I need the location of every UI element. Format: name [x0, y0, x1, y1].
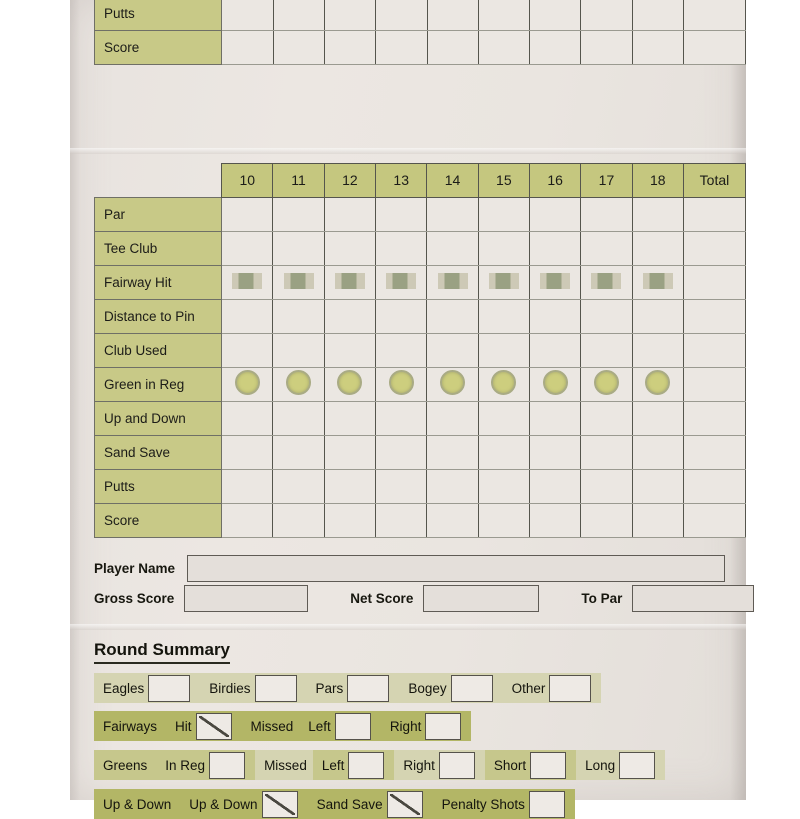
cell-hole[interactable] [273, 265, 324, 299]
summary-item-up-and-down-sand-save [308, 789, 433, 819]
cell-total[interactable] [683, 469, 745, 503]
cell-hole[interactable] [324, 333, 375, 367]
summary-item-greens-right [394, 750, 485, 780]
table-row [95, 265, 746, 299]
summary-item-other [503, 673, 602, 703]
cell-hole[interactable] [324, 503, 375, 537]
header-total: Total [683, 164, 745, 198]
cell-hole[interactable] [427, 31, 478, 65]
cell-hole[interactable] [376, 0, 427, 31]
header-hole-13: 13 [376, 164, 427, 198]
summary-label-missed: Missed [264, 757, 307, 773]
cell-hole[interactable] [222, 299, 273, 333]
row-label-score: Score [95, 503, 222, 537]
table-row [95, 435, 746, 469]
row-label-green-in-reg: Green in Reg [95, 367, 222, 401]
summary-count-box-birdies[interactable] [255, 675, 297, 702]
cell-hole[interactable] [581, 231, 632, 265]
cell-hole[interactable] [325, 31, 376, 65]
cell-hole[interactable] [581, 265, 632, 299]
cell-hole[interactable] [376, 333, 427, 367]
cell-hole[interactable] [376, 435, 427, 469]
summary-box-up-and-down-up-and-down[interactable] [262, 791, 298, 818]
row-label-par: Par [95, 197, 222, 231]
cell-hole[interactable] [632, 265, 683, 299]
cell-total[interactable] [683, 401, 745, 435]
cell-hole[interactable] [529, 299, 580, 333]
cell-hole[interactable] [376, 503, 427, 537]
cell-total[interactable] [683, 333, 745, 367]
summary-recovery-row[interactable] [94, 789, 575, 819]
cell-hole[interactable] [427, 333, 478, 367]
cell-hole[interactable] [478, 299, 529, 333]
green-in-reg-circle-icon [645, 370, 670, 395]
cell-hole[interactable] [632, 367, 683, 401]
cell-hole[interactable] [427, 197, 478, 231]
gross-score-label: Gross Score [94, 591, 175, 606]
cell-hole[interactable] [529, 367, 580, 401]
green-in-reg-circle-icon [389, 370, 414, 395]
player-name-label: Player Name [94, 561, 176, 576]
cell-hole[interactable] [427, 401, 478, 435]
cell-hole[interactable] [529, 401, 580, 435]
cell-hole[interactable] [632, 333, 683, 367]
cell-hole[interactable] [478, 31, 529, 65]
cell-hole[interactable] [581, 31, 632, 65]
summary-item-up-and-down-penalty-shots [433, 789, 575, 819]
cell-hole[interactable] [222, 265, 273, 299]
cell-hole[interactable] [273, 435, 324, 469]
cell-hole[interactable] [632, 231, 683, 265]
cell-hole[interactable] [273, 31, 324, 65]
summary-label-bogey: Bogey [408, 680, 447, 696]
cell-hole[interactable] [222, 197, 273, 231]
player-name-row [94, 555, 725, 582]
summary-label-eagles: Eagles [103, 680, 145, 696]
cell-hole[interactable] [324, 197, 375, 231]
paper-fold-seam-upper [70, 148, 746, 154]
row-label-tee-club: Tee Club [95, 231, 222, 265]
summary-label-birdies: Birdies [209, 680, 251, 696]
summary-item-greens-short [485, 750, 576, 780]
summary-item-pars [307, 673, 400, 703]
row-label-sand-save: Sand Save [95, 435, 222, 469]
summary-label-short: Short [493, 757, 527, 773]
summary-item-greens-missed [255, 750, 313, 780]
cell-hole[interactable] [273, 367, 324, 401]
net-score-label: Net Score [350, 591, 414, 606]
round-summary-title: Round Summary [94, 640, 230, 664]
fairway-hit-mark-icon [232, 273, 262, 289]
cell-hole[interactable] [324, 299, 375, 333]
cell-hole[interactable] [324, 231, 375, 265]
scorecard-paper [70, 0, 746, 812]
header-hole-17: 17 [581, 164, 632, 198]
summary-category-fairways: Fairways [94, 711, 166, 741]
cell-hole[interactable] [273, 197, 324, 231]
cell-hole[interactable] [376, 469, 427, 503]
row-label-up-and-down: Up and Down [95, 401, 222, 435]
summary-label-sand-save: Sand Save [316, 796, 383, 812]
cell-hole[interactable] [324, 435, 375, 469]
table-row [95, 0, 746, 31]
header-corner-blank [95, 164, 222, 198]
cell-total[interactable] [683, 197, 745, 231]
to-par-label: To Par [581, 591, 623, 606]
cell-hole[interactable] [376, 231, 427, 265]
summary-label-right: Right [403, 757, 435, 773]
table-row [95, 401, 746, 435]
cell-hole[interactable] [581, 333, 632, 367]
header-hole-14: 14 [427, 164, 478, 198]
cell-hole[interactable] [529, 503, 580, 537]
summary-scoring-row[interactable] [94, 673, 601, 703]
cell-hole[interactable] [529, 469, 580, 503]
cell-total[interactable] [683, 265, 745, 299]
green-in-reg-circle-icon [594, 370, 619, 395]
summary-box-fairways-left[interactable] [335, 713, 371, 740]
cell-hole[interactable] [632, 299, 683, 333]
row-label-club-used: Club Used [95, 333, 222, 367]
green-in-reg-circle-icon [543, 370, 568, 395]
cell-hole[interactable] [529, 435, 580, 469]
summary-label-pars: Pars [315, 680, 344, 696]
summary-label-right: Right [389, 718, 422, 734]
summary-label-left: Left [321, 757, 345, 773]
cell-hole[interactable] [478, 0, 529, 31]
row-label-score: Score [95, 31, 222, 65]
table-row [95, 333, 746, 367]
cell-hole[interactable] [222, 0, 273, 31]
summary-box-fairways-hit[interactable] [196, 713, 232, 740]
header-hole-18: 18 [632, 164, 683, 198]
summary-item-greens-left [313, 750, 395, 780]
cell-hole[interactable] [581, 299, 632, 333]
cell-hole[interactable] [632, 469, 683, 503]
header-hole-12: 12 [324, 164, 375, 198]
paper-edge-shading-left [70, 0, 80, 800]
cell-hole[interactable] [376, 299, 427, 333]
cell-hole[interactable] [478, 367, 529, 401]
summary-box-greens-right[interactable] [439, 752, 475, 779]
green-in-reg-circle-icon [235, 370, 260, 395]
cell-hole[interactable] [273, 469, 324, 503]
cell-hole[interactable] [427, 367, 478, 401]
cell-hole[interactable] [478, 435, 529, 469]
header-hole-16: 16 [529, 164, 580, 198]
paper-fold-seam-lower [70, 624, 746, 630]
summary-box-fairways-right[interactable] [425, 713, 461, 740]
fairway-hit-mark-icon [284, 273, 314, 289]
green-in-reg-circle-icon [337, 370, 362, 395]
cell-hole[interactable] [273, 401, 324, 435]
summary-box-greens-long[interactable] [619, 752, 655, 779]
cell-total[interactable] [683, 299, 745, 333]
summary-box-greens-in-reg[interactable] [209, 752, 245, 779]
cell-hole[interactable] [324, 401, 375, 435]
cell-hole[interactable] [581, 435, 632, 469]
cell-hole[interactable] [427, 0, 478, 31]
row-label-putts: Putts [95, 469, 222, 503]
fairway-hit-mark-icon [335, 273, 365, 289]
summary-box-greens-left[interactable] [348, 752, 384, 779]
cell-hole[interactable] [478, 503, 529, 537]
cell-hole[interactable] [376, 197, 427, 231]
cell-hole[interactable] [581, 0, 632, 31]
summary-item-fairways-missed [242, 711, 300, 741]
cell-total[interactable] [683, 367, 745, 401]
summary-label-missed: Missed [250, 718, 294, 734]
cell-hole[interactable] [581, 469, 632, 503]
cell-hole[interactable] [478, 197, 529, 231]
cell-total[interactable] [683, 0, 745, 31]
cell-hole[interactable] [222, 31, 273, 65]
cell-hole[interactable] [222, 401, 273, 435]
table-row [95, 469, 746, 503]
cell-hole[interactable] [325, 0, 376, 31]
table-row [95, 31, 746, 65]
summary-label-in-reg: In Reg [165, 757, 206, 773]
cell-hole[interactable] [376, 31, 427, 65]
front-nine-stat-table[interactable] [94, 0, 746, 65]
table-row [95, 503, 746, 537]
summary-label-other: Other [511, 680, 546, 696]
cell-hole[interactable] [376, 401, 427, 435]
cell-hole[interactable] [273, 0, 324, 31]
cell-hole[interactable] [427, 469, 478, 503]
summary-label-long: Long [585, 757, 616, 773]
fairway-hit-mark-icon [386, 273, 416, 289]
fairway-hit-mark-icon [591, 273, 621, 289]
fairway-hit-mark-icon [540, 273, 570, 289]
cell-hole[interactable] [427, 435, 478, 469]
cell-hole[interactable] [581, 367, 632, 401]
cell-hole[interactable] [376, 367, 427, 401]
cell-hole[interactable] [273, 299, 324, 333]
summary-item-up-and-down-up-and-down [180, 789, 307, 819]
summary-item-eagles [94, 673, 200, 703]
cell-hole[interactable] [632, 197, 683, 231]
table-row [95, 367, 746, 401]
header-hole-10: 10 [222, 164, 273, 198]
cell-hole[interactable] [324, 265, 375, 299]
cell-hole[interactable] [222, 333, 273, 367]
cell-hole[interactable] [478, 401, 529, 435]
green-in-reg-circle-icon [440, 370, 465, 395]
cell-hole[interactable] [529, 197, 580, 231]
header-hole-11: 11 [273, 164, 324, 198]
cell-hole[interactable] [273, 231, 324, 265]
net-score-input[interactable] [423, 585, 539, 612]
cell-hole[interactable] [222, 503, 273, 537]
summary-category-up-and-down: Up & Down [94, 789, 180, 819]
summary-count-box-pars[interactable] [347, 675, 389, 702]
cell-hole[interactable] [632, 31, 683, 65]
summary-label-left: Left [308, 718, 331, 734]
header-hole-15: 15 [478, 164, 529, 198]
cell-hole[interactable] [324, 469, 375, 503]
cell-hole[interactable] [478, 231, 529, 265]
summary-item-greens-in-reg [156, 750, 255, 780]
summary-box-up-and-down-sand-save[interactable] [387, 791, 423, 818]
summary-category-greens: Greens [94, 750, 156, 780]
cell-hole[interactable] [530, 0, 581, 31]
player-name-input[interactable] [187, 555, 725, 582]
green-in-reg-circle-icon [286, 370, 311, 395]
table-row [95, 299, 746, 333]
summary-item-birdies [200, 673, 306, 703]
cell-hole[interactable] [478, 469, 529, 503]
cell-hole[interactable] [427, 503, 478, 537]
summary-item-bogey [399, 673, 502, 703]
hole-header-row [95, 164, 746, 198]
table-row [95, 197, 746, 231]
cell-hole[interactable] [324, 367, 375, 401]
table-row [95, 231, 746, 265]
to-par-input[interactable] [632, 585, 754, 612]
summary-item-fairways-hit [166, 711, 242, 741]
cell-hole[interactable] [376, 265, 427, 299]
row-label-putts: Putts [95, 0, 222, 31]
summary-label-up-and-down: Up & Down [189, 796, 258, 812]
summary-count-box-bogey[interactable] [451, 675, 493, 702]
summary-label-penalty-shots: Penalty Shots [441, 796, 525, 812]
summary-fairways-row[interactable] [94, 711, 471, 741]
cell-hole[interactable] [478, 333, 529, 367]
cell-total[interactable] [683, 231, 745, 265]
gross-score-input[interactable] [184, 585, 308, 612]
cell-hole[interactable] [427, 299, 478, 333]
green-in-reg-circle-icon [491, 370, 516, 395]
cell-total[interactable] [683, 503, 745, 537]
cell-hole[interactable] [273, 333, 324, 367]
summary-box-up-and-down-penalty-shots[interactable] [529, 791, 565, 818]
cell-hole[interactable] [222, 435, 273, 469]
summary-item-greens-long [576, 750, 665, 780]
cell-hole[interactable] [529, 333, 580, 367]
summary-greens-row[interactable] [94, 750, 665, 780]
summary-item-fairways-right [381, 711, 472, 741]
summary-label-hit: Hit [175, 718, 192, 734]
row-label-distance-to-pin: Distance to Pin [95, 299, 222, 333]
cell-hole[interactable] [529, 265, 580, 299]
cell-total[interactable] [683, 31, 745, 65]
cell-hole[interactable] [478, 265, 529, 299]
cell-hole[interactable] [530, 31, 581, 65]
cell-hole[interactable] [581, 401, 632, 435]
cell-hole[interactable] [427, 265, 478, 299]
fairway-hit-mark-icon [489, 273, 519, 289]
cell-hole[interactable] [632, 503, 683, 537]
cell-hole[interactable] [581, 503, 632, 537]
cell-hole[interactable] [427, 231, 478, 265]
row-label-fairway-hit: Fairway Hit [95, 265, 222, 299]
summary-count-box-other[interactable] [549, 675, 591, 702]
cell-hole[interactable] [222, 367, 273, 401]
cell-hole[interactable] [273, 503, 324, 537]
summary-count-box-eagles[interactable] [148, 675, 190, 702]
fairway-hit-mark-icon [438, 273, 468, 289]
cell-total[interactable] [683, 435, 745, 469]
cell-hole[interactable] [581, 197, 632, 231]
cell-hole[interactable] [222, 231, 273, 265]
fairway-hit-mark-icon [643, 273, 673, 289]
back-nine-stat-table[interactable] [94, 163, 746, 538]
summary-box-greens-short[interactable] [530, 752, 566, 779]
cell-hole[interactable] [632, 435, 683, 469]
cell-hole[interactable] [632, 0, 683, 31]
cell-hole[interactable] [222, 469, 273, 503]
score-summary-row [94, 585, 754, 612]
cell-hole[interactable] [632, 401, 683, 435]
summary-item-fairways-left [299, 711, 381, 741]
cell-hole[interactable] [529, 231, 580, 265]
